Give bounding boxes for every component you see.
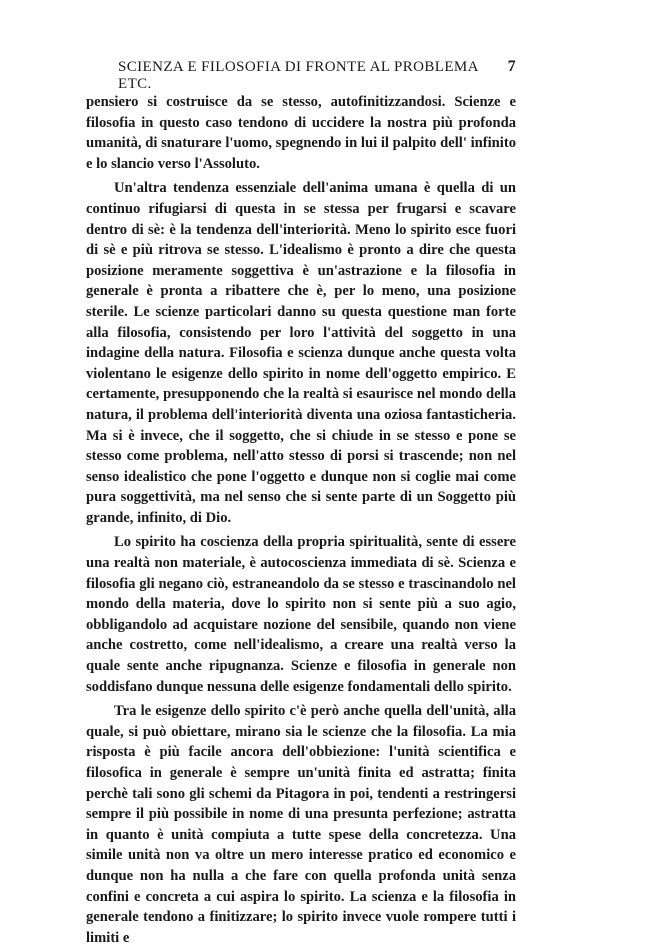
paragraph: Tra le esigenze dello spirito c'è però anche quella dell'unità, alla quale, si può obiettare, mirano sia le scienze che la filosofia. La mia risposta è più facile ancora dell'obbiezione: l'unità scientifica e filosofica in generale è sempre un'unità finita ed astratta; finita perchè tali sono gli schemi da Pitagora in poi, tendenti a restringersi sempre il più possibile in nome di una presunta perfezione; astratta in quanto è unità compiuta a tutte spese della concretezza. Una simile unità non va oltre un mero interesse pratico ed economico e dunque non ha nulla a che fare con quella profonda unità senza confini e concreta a cui aspira lo spirito. La scienza e la filosofia in generale tendono a finitizzare; lo spirito invece vuole rompere tutti i limiti e [86,703,516,946]
running-title: SCIENZA E FILOSOFIA DI FRONTE AL PROBLEMA ETC. [118,59,479,92]
page-number: 7 [507,58,516,75]
paragraph: Lo spirito ha coscienza della propria spiritualità, sente di essere una realtà non materiale, è autocoscienza immediata di sè. Scienza e filosofia gli negano ciò, estraneandolo da se stesso e trascinandolo nel mondo della materia, dove lo spirito non si sente più a suo agio, obbligandolo ad acquistare nozione del sensibile, quando non viene anche costretto, come nell'idealismo, a creare una realtà verso la quale sente anche ripugnanza. Scienze e filosofia in generale non soddisfano dunque nessuna delle esigenze fondamentali dello spirito. [86,534,516,695]
body-text [86,92,516,948]
running-header [86,58,516,93]
paragraph: pensiero si costruisce da se stesso, autofinitizzandosi. Scienze e filosofia in questo caso tendono di uccidere la nostra più profonda umanità, di snaturare l'uomo, spegnendo in lui il palpito dell' infinito e lo slancio verso l'Assoluto. [86,94,516,172]
paragraph: Un'altra tendenza essenziale dell'anima umana è quella di un continuo rifugiarsi di questa in se stessa per frugarsi e scavare dentro di sè: è la tendenza dell'interiorità. Meno lo spirito esce fuori di sè e più ritrova se stesso. L'idealismo è pronto a dire che questa posizione meramente soggettiva è un'astrazione e la filosofia in generale è pronta a ribattere che è, per lo meno, una posizione sterile. Le scienze particolari danno su questa questione man forte alla filosofia, consistendo per loro l'attività del soggetto in una indagine della natura. Filosofia e scienza dunque anche questa volta violentano le esigenze dello spirito in nome dell'oggetto empirico. E certamente, presupponendo che la realtà si esaurisce nel mondo della natura, il problema dell'interiorità diventa una oziosa fantasticheria. Ma si è invece, che il soggetto, che si chiude in se stesso e pone se stesso come problema, nell'atto stesso di porsi si trascende; non nel senso idealistico che pone l'oggetto e dunque non si coglie mai come pura soggettività, ma nel senso che si sente parte di un Soggetto più grande, infinito, di Dio. [86,180,516,526]
